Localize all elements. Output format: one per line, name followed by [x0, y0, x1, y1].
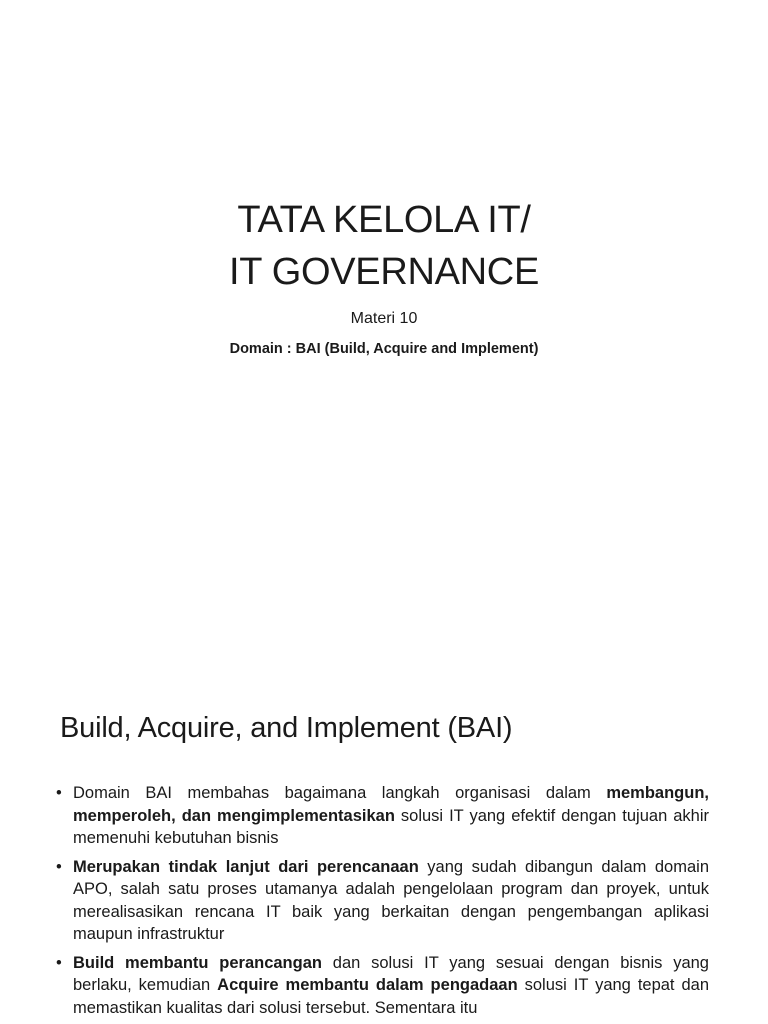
- slide-title: [0, 194, 768, 298]
- bullet-text-post: yang sudah dibangun dalam domain APO, salah satu proses utamanya adalah pengelolaan program dan proyek, untuk merealisasikan rencana IT baik yang berkaitan dengan pengembangan aplikasi maupun infrastruktur: [73, 857, 709, 943]
- bullet-text-bold-2: Acquire membantu dalam pengadaan: [217, 976, 518, 994]
- bullet-item-1: [56, 782, 709, 850]
- bullet-text-bold: Merupakan tindak lanjut dari perencanaan: [73, 857, 419, 876]
- content-slide: [0, 688, 768, 1024]
- bullet-text-post-2: solusi IT yang tepat dan memastikan kualitas dari solusi tersebut. Sementara itu: [73, 976, 709, 1017]
- bullet-text-pre: Domain BAI membahas bagaimana langkah organisasi dalam: [73, 784, 607, 802]
- bullet-item-2: [56, 856, 709, 946]
- bullet-text-post: solusi IT yang efektif dengan tujuan akhir memenuhi kebutuhan bisnis: [73, 806, 710, 847]
- bullet-list: [56, 782, 709, 1024]
- domain-subtitle: Domain : BAI (Build, Acquire and Implement): [229, 341, 539, 357]
- content-heading: Build, Acquire, and Implement (BAI): [60, 712, 513, 744]
- bullet-item-3: [56, 952, 709, 1020]
- bullet-text-bold: membangun, memperoleh, dan mengimplementasikan: [73, 784, 709, 825]
- bullet-dot-icon: •: [56, 784, 62, 802]
- bullet-dot-icon: •: [56, 857, 62, 876]
- bullet-dot-icon: •: [56, 953, 62, 972]
- bullet-text-bold: Build membantu perancangan: [73, 953, 322, 972]
- slide-subtitle: Materi 10: [350, 310, 418, 327]
- title-line-2: IT GOVERNANCE: [228, 251, 539, 293]
- bullet-text-post: dan solusi IT yang sesuai dengan bisnis yang berlaku, kemudian: [73, 953, 709, 994]
- title-line-1: TATA KELOLA IT/: [237, 199, 531, 241]
